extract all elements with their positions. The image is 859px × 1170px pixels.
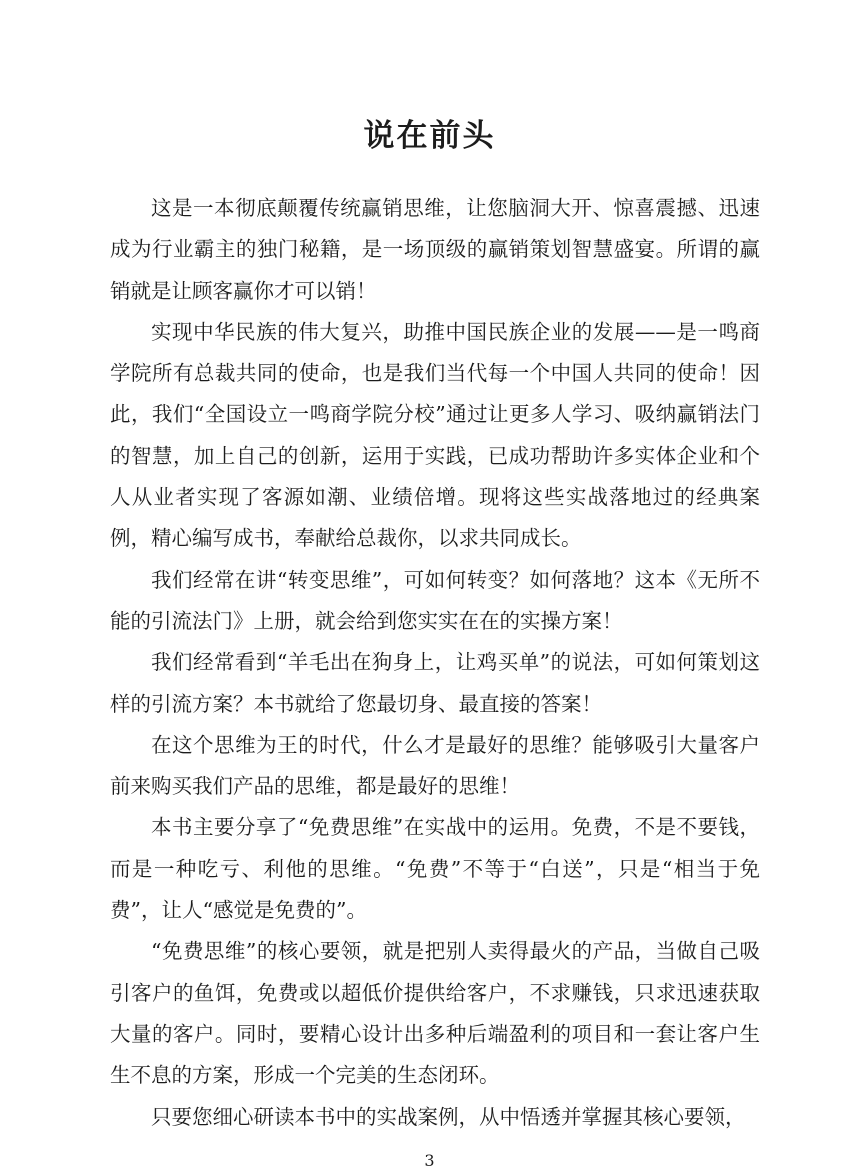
paragraph: 我们经常看到“羊毛出在狗身上，让鸡买单”的说法，可如何策划这样的引流方案？本书就给了您最切身、最直接的答案！ [110, 650, 760, 716]
paragraph: 在这个思维为王的时代，什么才是最好的思维？能够吸引大量客户前来购买我们产品的思维，都是最好的思维！ [110, 732, 760, 799]
page-number: 3 [424, 1151, 435, 1170]
paragraph: 只要您细心研读本书中的实战案例，从中悟透并掌握其核心要领， [151, 1104, 746, 1129]
page-title: 说在前头 [363, 118, 496, 154]
paragraph: 这是一本彻底颠覆传统赢销思维，让您脑洞大开、惊喜震撼、迅速成为行业霸主的独门秘籍，是一场顶级的赢销策划智慧盛宴。所谓的赢销就是让顾客赢你才可以销！ [110, 196, 760, 303]
paragraph: 我们经常在讲“转变思维”，可如何转变？如何落地？这本《无所不能的引流法门》上册，就会给到您实实在在的实操方案！ [110, 567, 760, 633]
paragraph: “免费思维”的核心要领，就是把别人卖得最火的产品，当做自己吸引客户的鱼饵，免费或以超低价提供给客户，不求赚钱，只求迅速获取大量的客户。同时，要精心设计出多种后端盈利的项目和一套让客户生生不息的方案，形成一个完美的生态闭环。 [110, 939, 760, 1088]
paragraph: 实现中华民族的伟大复兴，助推中国民族企业的发展——是一鸣商学院所有总裁共同的使命，也是我们当代每一个中国人共同的使命！因此，我们“全国设立一鸣商学院分校”通过让更多人学习、吸纳赢销法门的智慧，加上自己的创新，运用于实践，已成功帮助许多实体企业和个人从业者实现了客源如潮、业绩倍增。现将这些实战落地过的经典案例，精心编写成书，奉献给总裁你，以求共同成长。 [110, 319, 760, 551]
body-text [110, 188, 760, 1138]
paragraph: 本书主要分享了“免费思维”在实战中的运用。免费，不是不要钱，而是一种吃亏、利他的思维。“免费”不等于“白送”，只是“相当于免费”，让人“感觉是免费的”。 [110, 815, 760, 923]
